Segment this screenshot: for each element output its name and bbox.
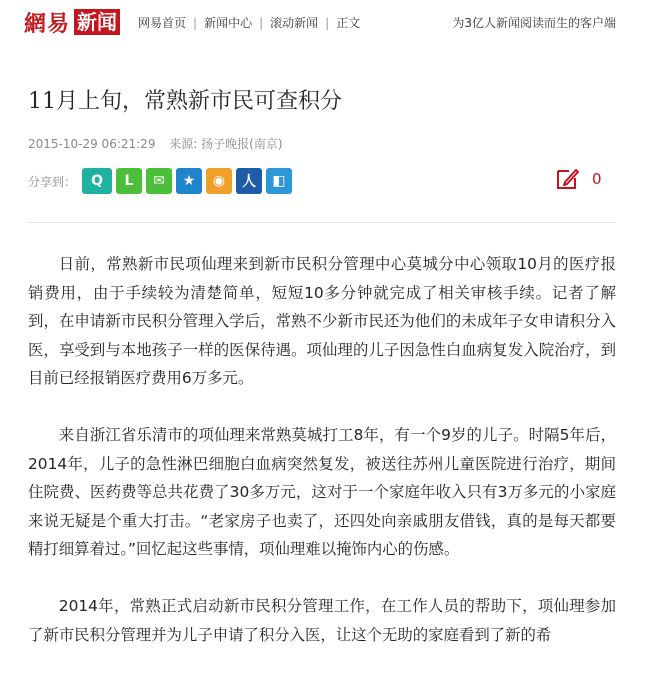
wechat-icon: ✉	[153, 173, 165, 189]
article-meta	[28, 135, 293, 152]
qzone-icon: Q	[91, 173, 103, 189]
breadcrumb-separator: |	[325, 15, 330, 30]
app-slogan-link[interactable]: 为3亿人新闻阅读而生的客户端	[452, 16, 616, 30]
breadcrumb-home[interactable]: 网易首页	[138, 16, 187, 30]
share-laiwang-button[interactable]	[116, 168, 142, 194]
breadcrumb-news-center[interactable]: 新闻中心	[204, 16, 253, 30]
lofter-icon: ◧	[272, 173, 286, 189]
laiwang-icon: L	[124, 173, 134, 189]
breadcrumb-separator: |	[193, 15, 198, 30]
netease-news-logo[interactable]	[24, 8, 120, 36]
share-youdao-button[interactable]	[176, 168, 202, 194]
share-bar	[28, 168, 296, 194]
renren-icon: 人	[242, 174, 257, 190]
divider	[28, 222, 616, 223]
edit-comment-icon	[554, 166, 580, 192]
top-bar	[0, 0, 664, 44]
article-body	[28, 250, 616, 677]
article-datetime: 2015-10-29 06:21:29	[28, 137, 156, 151]
breadcrumb-separator: |	[259, 15, 264, 30]
comment-count[interactable]: 0	[592, 170, 602, 188]
breadcrumb-rolling-news[interactable]: 滚动新闻	[270, 16, 319, 30]
logo-badge: 新闻	[74, 9, 120, 35]
share-wechat-button[interactable]	[146, 168, 172, 194]
article-paragraph: 日前，常熟新市民项仙理来到新市民积分管理中心莫城分中心领取10月的医疗报销费用，由于手续较为清楚简单，短短10多分钟就完成了相关审核手续。记者了解到，在申请新市民积分管理入学后，常熟不少新市民还为他们的未成年子女申请积分入医，享受到与本地孩子一样的医保待遇。项仙理的儿子因急性白血病复发入院治疗，到目前已经报销医疗费用6万多元。	[28, 255, 616, 388]
breadcrumb	[138, 14, 360, 31]
breadcrumb-current: 正文	[336, 16, 361, 30]
weibo-icon: ◉	[212, 173, 226, 189]
comment-button[interactable]	[554, 166, 602, 192]
share-renren-button[interactable]	[236, 168, 262, 194]
article-title: 11月上旬，常熟新市民可查积分	[28, 89, 342, 114]
article-paragraph: 来自浙江省乐清市的项仙理来常熟莫城打工8年，有一个9岁的儿子。时隔5年后，2014年，儿子的急性淋巴细胞白血病突然复发，被送往苏州儿童医院进行治疗，期间住院费、医药费等总共花费了30多万元，这对于一个家庭年收入只有3万多元的小家庭来说无疑是个重大打击。“老家房子也卖了，还四处向亲戚朋友借钱，真的是每天都要精打细算着过。”回忆起这些事情，项仙理难以掩饰内心的伤感。	[28, 425, 616, 559]
share-label: 分享到：	[28, 174, 77, 189]
youdao-icon: ★	[182, 173, 196, 189]
article-source[interactable]: 来源: 扬子晚报(南京)	[169, 137, 283, 151]
article-paragraph: 2014年，常熟正式启动新市民积分管理工作，在工作人员的帮助下，项仙理参加了新市民积分管理并为儿子申请了积分入医，让这个无助的家庭看到了新的希	[28, 596, 616, 644]
share-lofter-button[interactable]	[266, 168, 292, 194]
share-weibo-button[interactable]	[206, 168, 232, 194]
logo-brand: 網易	[24, 10, 71, 37]
share-qzone-button[interactable]	[82, 168, 112, 194]
